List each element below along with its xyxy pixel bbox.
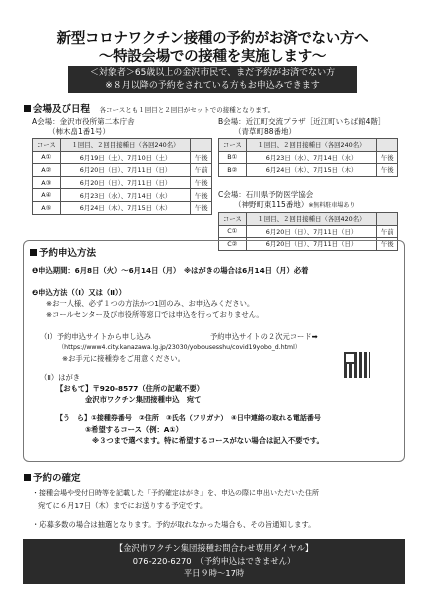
table-header-row [33, 139, 212, 152]
table-row [33, 151, 212, 164]
apply-period: ❶申込期間：6月8日（火）～6月14日（月） ※はがきの場合は6月14日（月）必着 [32, 266, 309, 275]
table-cell: A① [33, 151, 61, 164]
table-row [33, 189, 212, 202]
table-header-cell [191, 139, 212, 152]
confirm-heading: 予約の確定 [24, 470, 81, 484]
venue-c-address-line [218, 200, 355, 211]
venue-c-name: C会場：石川県予防医学協会 [218, 190, 314, 199]
target-line-1: ＜対象者＞65歳以上の金沢市民で、まだ予約がお済でない方 [89, 68, 336, 78]
venue-section-heading: 会場及び日程 各コースとも１回目と２回目がセットでの接種となります。 [24, 101, 274, 115]
table-row [219, 164, 398, 177]
apply-note-1: ※お一人様、必ず１つの方法かつ1回のみ、お申込みください。 [46, 299, 255, 308]
square-bullet-icon [24, 105, 31, 112]
target-line-2: ※８月以降の予約をされている方もお申込みできます [105, 81, 320, 91]
table-cell: 6月23日（水）、7月14日（水） [246, 151, 377, 164]
table-cell: 午前 [377, 225, 398, 238]
table-cell: 午後 [191, 151, 212, 164]
postcard-front: 【おもて】〒920-8577（住所の記載不要） [56, 384, 205, 393]
table-header-cell: コース [33, 139, 61, 152]
qr-label: 予約申込サイトの２次元コード➡ [210, 332, 318, 341]
table-row [219, 225, 398, 238]
table-cell: 午後 [191, 189, 212, 202]
footer-hours: 平日９時～17時 [183, 568, 245, 578]
venue-c-parking: ※無料駐車場あり [308, 201, 356, 209]
venue-a-name: A会場：金沢市役所第二本庁舎 [32, 117, 135, 126]
table-header-row [219, 139, 398, 152]
table-cell: 午後 [377, 238, 398, 251]
table-row [33, 201, 212, 214]
table-cell: B① [219, 151, 247, 164]
table-row [33, 164, 212, 177]
table-cell: A⑤ [33, 201, 61, 214]
qr-code-icon[interactable] [344, 352, 370, 378]
table-row [33, 176, 212, 189]
confirm-line-3: ・応募多数の場合は抽選となります。予約が取れなかった場合も、その旨通知します。 [32, 520, 316, 529]
table-cell: B② [219, 164, 247, 177]
square-bullet-icon [24, 474, 31, 481]
table-header-cell: コース [219, 139, 247, 152]
postcard-back-3: ※３つまで選べます。特に希望するコースがない場合は記入不要です。 [92, 436, 324, 445]
table-header-cell [377, 213, 398, 226]
postcard-front-2: 金沢市ワクチン集団接種申込 宛て [85, 395, 202, 404]
table-cell: 午後 [191, 176, 212, 189]
table-cell: 午後 [377, 151, 398, 164]
table-cell: 6月20日（日）、7月11日（日） [60, 164, 191, 177]
table-row [219, 151, 398, 164]
postcard-back-2: ⑤希望するコース（例：A①） [85, 425, 183, 434]
venue-section-note: 各コースとも１回目と２回目がセットでの接種となります。 [99, 106, 275, 114]
table-cell: 6月23日（水）、7月14日（水） [60, 189, 191, 202]
footer-line-1: 【金沢市ワクチン集団接種お問合わせ専用ダイヤル】 [114, 543, 314, 553]
table-cell: 6月24日（木）、7月15日（木） [246, 164, 377, 177]
table-cell: A④ [33, 189, 61, 202]
venue-a-info [32, 117, 135, 136]
venue-b-address: （青草町88番地） [234, 126, 297, 136]
table-header-cell: コース [219, 213, 247, 226]
table-cell: 6月24日（木）、7月15日（木） [60, 201, 191, 214]
web-apply-note: ※お手元に接種券をご用意ください。 [62, 354, 185, 363]
apply-heading: 予約申込方法 [30, 245, 96, 259]
footer-phone: 076-220-6270 （予約申込はできません） [132, 555, 296, 566]
table-header-row [219, 213, 398, 226]
venue-a-table [32, 138, 212, 215]
venue-b-info [218, 117, 385, 136]
apply-note-2: ※コールセンター及び市役所等窓口では申込を行っておりません。 [46, 310, 264, 319]
target-banner [68, 66, 357, 93]
square-bullet-icon [30, 249, 37, 256]
table-cell: 6月20日（日）、7月11日（日） [60, 176, 191, 189]
venue-a-address: （柿木畠1番1号） [48, 126, 111, 136]
table-cell: 6月19日（土）、7月10日（土） [60, 151, 191, 164]
table-cell: 6月20日（日）、7月11日（日） [246, 225, 377, 238]
table-cell: A③ [33, 176, 61, 189]
postcard-back: 【う ら】①接種券番号 ②住所 ③氏名（フリガナ） ④日中連絡の取れる電話番号 [56, 414, 321, 422]
table-header-cell [377, 139, 398, 152]
contact-footer [23, 539, 405, 584]
venue-b-table [218, 138, 398, 177]
venue-c-address: （神野町東115番地） [234, 199, 309, 209]
table-cell: 6月20日（日）、7月11日（日） [246, 238, 377, 251]
table-header-cell: １回目、２回目接種日（各回240名） [60, 139, 191, 152]
page-title: 新型コロナワクチン接種の予約がお済でない方へ [56, 31, 369, 47]
confirm-line-1: ・接種会場や受付日時等を記載した「予約確定はがき」を、申込の際に申出いただいた住所 [32, 489, 319, 497]
page-subtitle: ～特設会場での接種を実施します～ [98, 49, 327, 65]
table-cell: 午後 [191, 201, 212, 214]
venue-b-name: B会場：近江町交流プラザ［近江町いちば館4階］ [218, 117, 386, 126]
table-cell: A② [33, 164, 61, 177]
postcard-label: （Ⅱ）はがき [40, 373, 81, 382]
table-cell: 午後 [377, 164, 398, 177]
apply-url[interactable]: （https://www4.city.kanazawa.lg.jp/23030/yobousesshu/covid19yobo_d.html） [58, 344, 301, 351]
confirm-line-2: 宛てに６月17日（木）までにお送りする予定です。 [38, 501, 208, 510]
table-cell: 午前 [191, 164, 212, 177]
table-cell: C① [219, 225, 247, 238]
table-header-cell: １回目、２回目接種日（各回240名） [246, 139, 377, 152]
table-header-cell: １回目、２回目接種日（各回420名） [246, 213, 377, 226]
web-apply-label: （Ⅰ）予約申込サイトから申し込み [40, 332, 152, 341]
apply-method: ❷申込方法（（Ⅰ）又は（Ⅱ）） [32, 288, 126, 297]
table-cell: C② [219, 238, 247, 251]
venue-c-info [218, 190, 355, 210]
